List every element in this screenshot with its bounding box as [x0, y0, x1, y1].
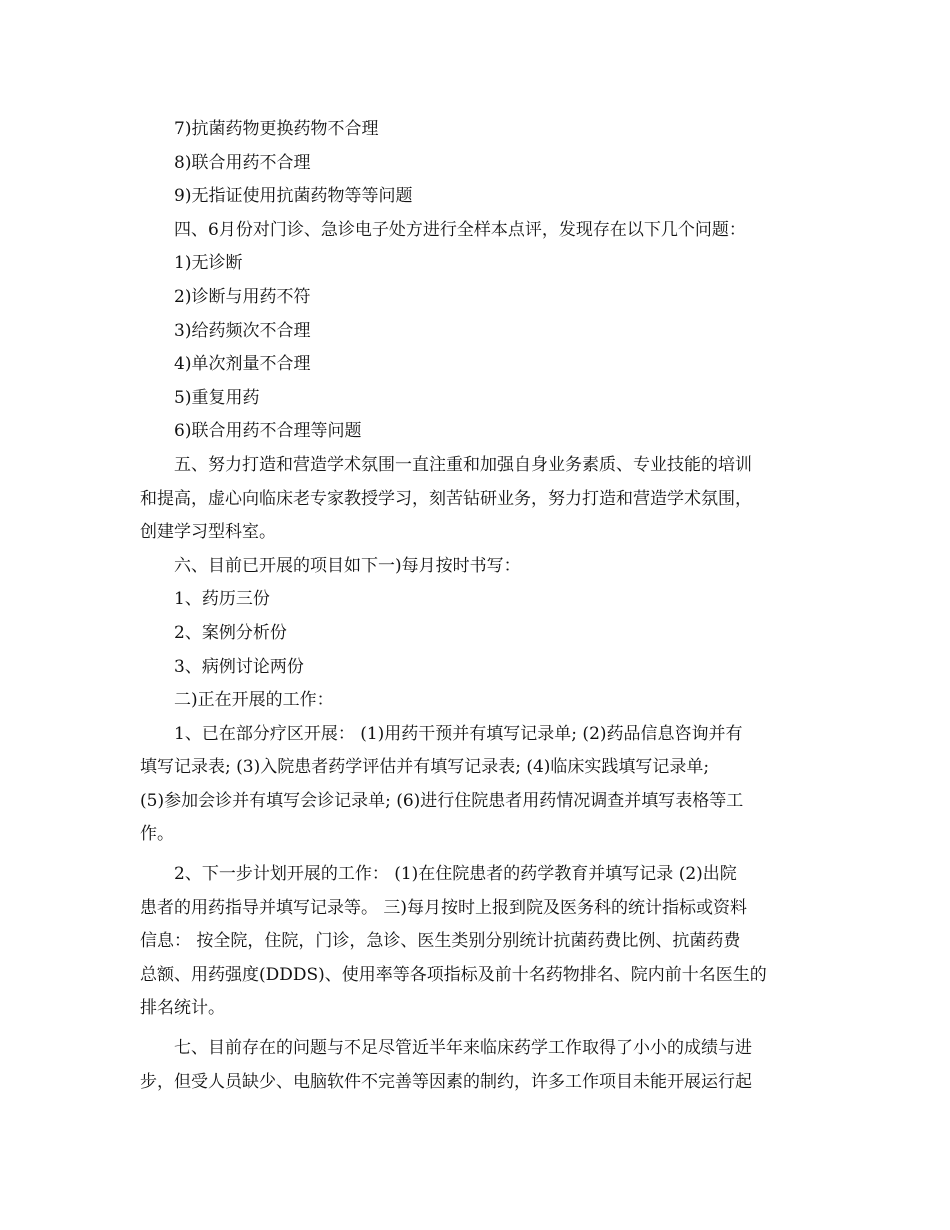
text-line: 四、6月份对门诊、急诊电子处方进行全样本点评，发现存在以下几个问题：: [174, 219, 746, 240]
text-line: 1、已在部分疗区开展： (1)用药干预并有填写记录单; (2)药品信息咨询并有: [174, 723, 743, 744]
text-line: 二)正在开展的工作：: [174, 690, 334, 711]
text-line: 3)给药频次不合理: [174, 320, 311, 341]
text-line: 9)无指证使用抗菌药物等等问题: [174, 186, 413, 207]
text-line: 和提高，虚心向临床老专家教授学习，刻苦钻研业务，努力打造和营造学术氛围，: [140, 488, 752, 509]
text-line: 五、努力打造和营造学术氛围一直注重和加强自身业务素质、专业技能的培训: [174, 454, 752, 475]
text-line: 排名统计。: [140, 998, 225, 1019]
text-line: 2、下一步计划开展的工作： (1)在住院患者的药学教育并填写记录 (2)出院: [174, 864, 737, 885]
text-line: (5)参加会诊并有填写会诊记录单; (6)进行住院患者用药情况调查并填写表格等工: [140, 790, 744, 811]
text-line: 2)诊断与用药不符: [174, 286, 311, 307]
text-line: 8)联合用药不合理: [174, 152, 311, 173]
text-line: 5)重复用药: [174, 387, 260, 408]
text-line: 作。: [140, 824, 174, 845]
text-line: 1)无诊断: [174, 253, 243, 274]
text-line: 7)抗菌药物更换药物不合理: [174, 119, 379, 139]
text-line: 总额、用药强度(DDDS)、使用率等各项指标及前十名药物排名、院内前十名医生的: [140, 964, 767, 985]
text-line: 3、病例讨论两份: [174, 656, 304, 677]
text-line: 1、药历三份: [174, 589, 270, 610]
text-line: 七、目前存在的问题与不足尽管近半年来临床药学工作取得了小小的成绩与进: [174, 1038, 752, 1059]
text-line: 步，但受人员缺少、电脑软件不完善等因素的制约，许多工作项目未能开展运行起: [140, 1071, 752, 1092]
text-line: 填写记录表; (3)入院患者药学评估并有填写记录表; (4)临床实践填写记录单;: [140, 757, 710, 778]
text-line: 信息： 按全院，住院，门诊，急诊、医生类别分别统计抗菌药费比例、抗菌药费: [140, 931, 741, 952]
text-line: 2、案例分析份: [174, 622, 287, 643]
text-line: 6)联合用药不合理等问题: [174, 421, 362, 442]
text-line: 创建学习型科室。: [140, 522, 276, 543]
text-line: 六、目前已开展的项目如下一)每月按时书写：: [174, 555, 521, 576]
text-line: 4)单次剂量不合理: [174, 354, 311, 375]
text-line: 患者的用药指导并填写记录等。 三)每月按时上报到院及医务科的统计指标或资料: [140, 897, 748, 918]
document-page: [140, 113, 812, 1099]
